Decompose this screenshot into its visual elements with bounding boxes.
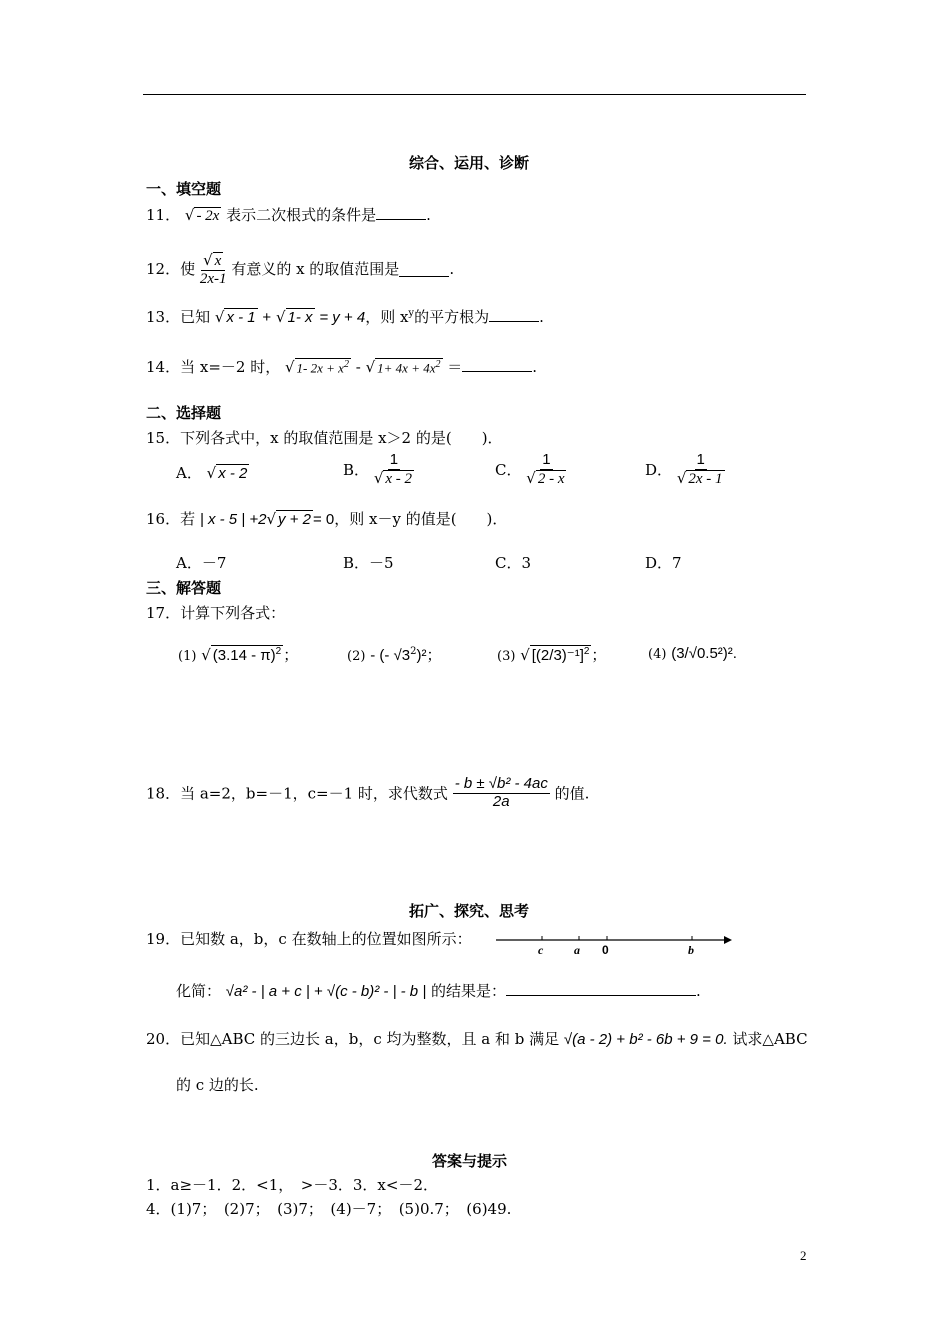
q12-text: 有意义的 x 的取值范围是 <box>231 260 400 278</box>
q13-end: . <box>539 308 544 326</box>
q19-blank[interactable] <box>506 981 696 996</box>
section-title-2: 拓广、探究、思考 <box>409 902 530 920</box>
sqrt-icon: √ <box>365 358 376 376</box>
q16-option-a[interactable]: A．－7 <box>176 554 227 572</box>
q11-text: 表示二次根式的条件是 <box>226 206 377 224</box>
sqrt-icon: √ <box>284 358 295 376</box>
q11-radicand: - 2x <box>196 208 220 224</box>
q13-text2: 的平方根为 <box>414 308 490 326</box>
question-18: 18．当 a=2，b=－1，c=－1 时，求代数式 $\frac{\text{- b ± √b² - 4ac}}{2a}$ 的值. <box>146 775 590 810</box>
q14-blank[interactable] <box>462 357 532 372</box>
axis-label-b: b <box>688 943 694 957</box>
q13-rhs: = y + 4 <box>319 309 366 326</box>
q13-blank[interactable] <box>489 307 539 322</box>
q14-expr1: 1- $2x + x^2$ <box>296 358 349 375</box>
section-title-1: 综合、运用、诊断 <box>409 154 530 172</box>
question-20: 20．已知△ABC 的三边长 a，b，c 均为整数，且 a 和 b 满足 √(a - 2) + b² - 6b + 9 = 0. 试求△ABC <box>146 1030 808 1048</box>
number-line <box>494 930 734 960</box>
q17-part-2: (2) - (- $√3^2)^2$； <box>347 646 442 664</box>
axis-label-0: 0 <box>602 943 609 957</box>
q12-end: . <box>449 260 455 278</box>
answer-line-2: 4．(1)7； (2)7； (3)7； (4)－7； (5)0.7； (6)49. <box>146 1200 512 1218</box>
q19-simplify: 化简： √a² - | a + c | + √(c - b)² - | - b | 的结果是： . <box>176 982 701 1000</box>
question-12 <box>146 252 454 287</box>
q16-option-b[interactable]: B．－5 <box>343 554 394 572</box>
q12-blank[interactable] <box>399 262 449 277</box>
q20-line2: 的 c 边的长. <box>176 1076 259 1094</box>
q15-option-b[interactable]: B． $\frac{1}{√ x - 2}$ <box>343 451 413 487</box>
page-number: 2 <box>800 1248 807 1263</box>
q14-end: . <box>532 358 538 376</box>
q15-option-a[interactable]: A． √ x - 2 <box>176 464 248 482</box>
q17-part-1: (1) √ (3.14 - π)$^2$ ； <box>178 646 299 664</box>
answer-line-1: 1．a≥－1．2．<1， >－3．3．x<－2． <box>146 1176 438 1194</box>
question-16: 16．若 | x - 5 | +2√ y + 2 = 0，则 x－y 的值是( )． <box>146 510 508 528</box>
sqrt-icon: √ <box>206 464 217 482</box>
q15-stem: 15．下列各式中，x 的取值范围是 x＞2 的是( )． <box>146 429 503 447</box>
q19-expr: √a² - | a + c | + √(c - b)² - | - b | <box>225 983 427 1000</box>
q12-number: 12．使 <box>146 260 196 278</box>
axis-label-a: a <box>574 943 580 957</box>
section-title-3: 答案与提示 <box>432 1152 508 1170</box>
question-14: 14．当 x=－2 时， √ 1- $2x + x^2$ - √ $1+ 4x + 4x^2$ ＝ . <box>146 358 538 376</box>
header-rule <box>143 94 806 95</box>
sqrt-icon: √ <box>184 206 195 224</box>
section-answer: 三、解答题 <box>146 579 222 597</box>
q14-number: 14．当 x=－2 时， <box>146 358 281 376</box>
q13-expr2: 1- x <box>287 309 313 326</box>
q12-numer: x <box>214 253 222 269</box>
question-11 <box>146 204 431 225</box>
sqrt-icon: √ <box>275 308 286 326</box>
q11-number: 11． <box>146 206 181 224</box>
q12-fraction: $\frac{√ x}{2x-1}$ <box>199 251 227 287</box>
q19-text: 19．已知数 a，b，c 在数轴上的位置如图所示： <box>146 930 472 948</box>
section-choice: 二、选择题 <box>146 404 222 422</box>
axis-label-c: c <box>538 943 544 957</box>
q15-option-c[interactable]: C． $\frac{1}{√ 2 - x}$ <box>495 451 565 487</box>
q13-text: ，则 x <box>365 308 409 326</box>
question-13: 13．已知 √ x - 1 + √ 1- x = y + 4，则 $x^y$的平方根为 . <box>146 308 544 326</box>
q14-eq: ＝ <box>447 358 463 376</box>
q14-expr2: $1+ 4x + 4x^2$ <box>377 358 441 375</box>
q17-part-4: (4) (3/√0.5²)². <box>648 645 737 662</box>
q15-option-d[interactable]: D． $\frac{1}{√ 2x - 1}$ <box>645 451 723 487</box>
q17-part-3: (3) √ $[(2/3)^{-1}]^2$ ； <box>497 646 607 664</box>
q16-option-d[interactable]: D．7 <box>645 554 682 572</box>
section-fill: 一、填空题 <box>146 180 222 198</box>
q11-end: . <box>426 206 431 224</box>
q12-denom: 2x-1 <box>199 270 227 287</box>
sqrt-icon: √ <box>214 308 225 326</box>
q17-1-expr: (3.14 - π)$^2$ <box>212 646 282 664</box>
q13-sup: y <box>408 308 415 319</box>
q11-blank[interactable] <box>376 205 426 220</box>
q13-expr1: x - 1 <box>226 309 256 326</box>
q17-stem: 17．计算下列各式： <box>146 604 286 622</box>
q13-number: 13．已知 <box>146 308 211 326</box>
q16-option-c[interactable]: C．3 <box>495 554 532 572</box>
